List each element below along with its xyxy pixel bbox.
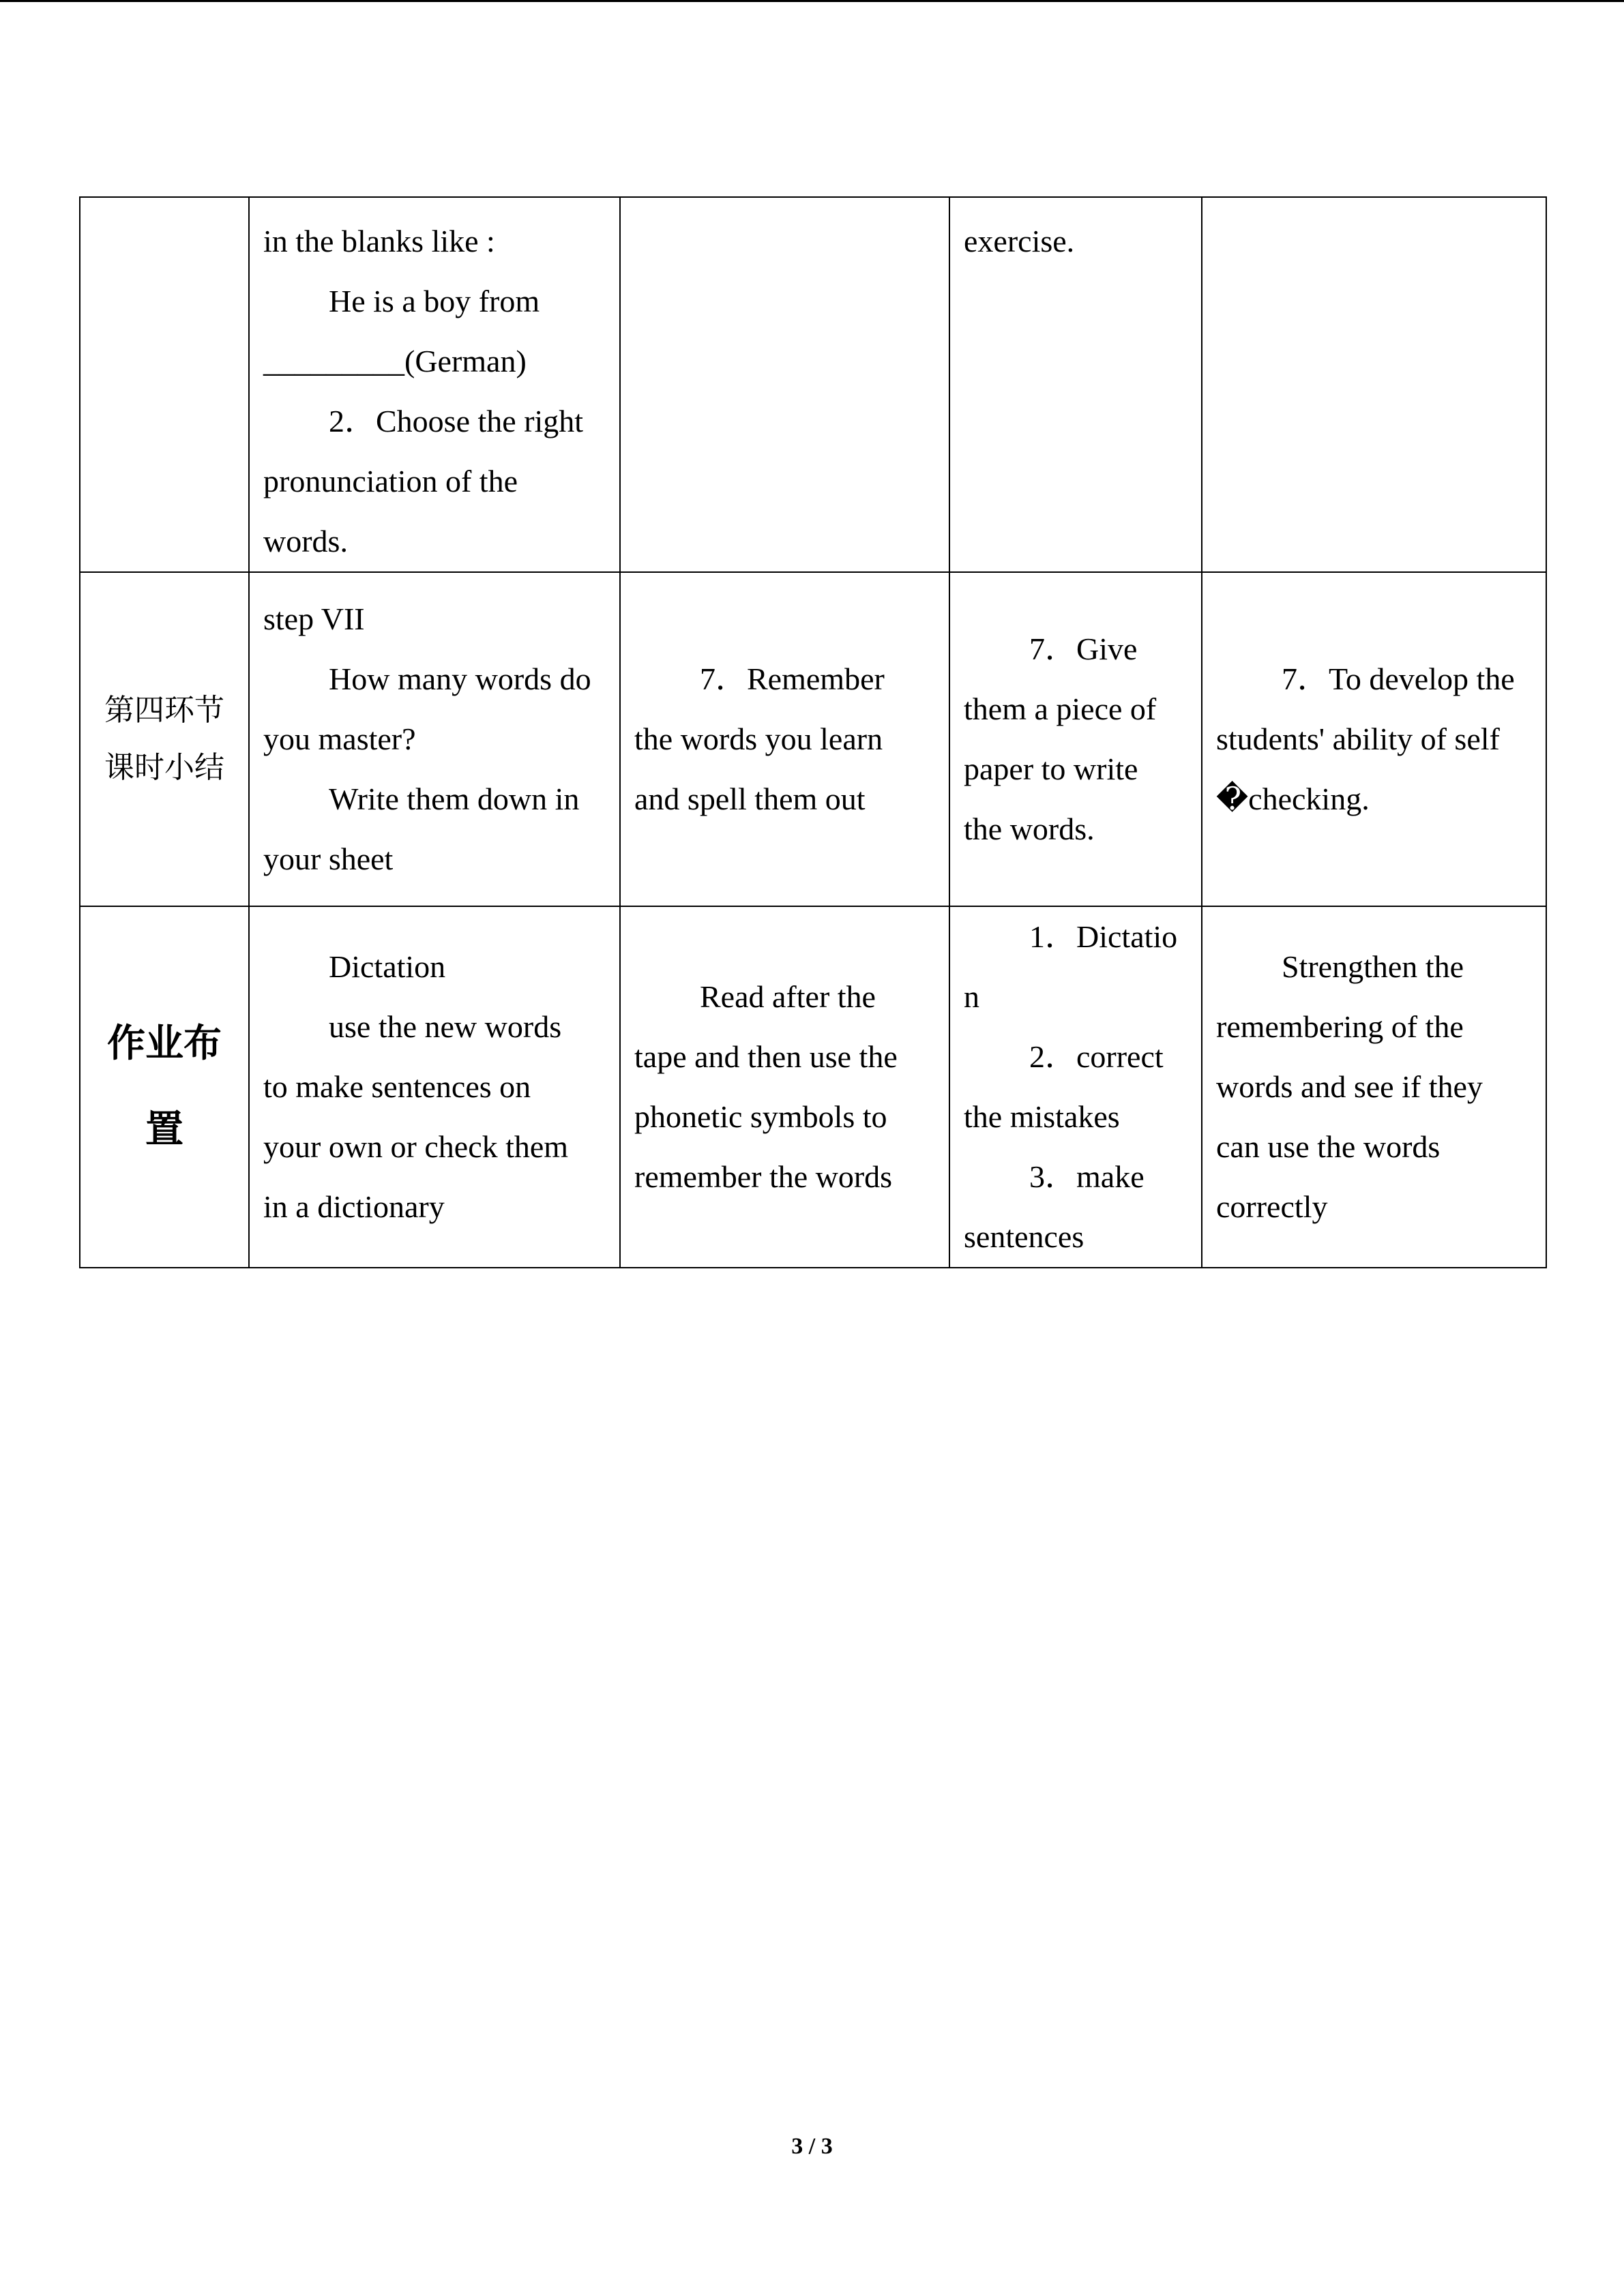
purpose-line: 7．To develop the bbox=[1282, 661, 1515, 696]
teacher-line: them a piece of bbox=[964, 691, 1157, 726]
teacher-line: paper to write bbox=[964, 751, 1138, 786]
student-line: Read after the bbox=[700, 979, 876, 1014]
purpose-line: students' ability of self bbox=[1216, 721, 1500, 756]
teaching-content-cell bbox=[249, 197, 620, 572]
student-line: phonetic symbols to bbox=[634, 1099, 887, 1134]
teaching-content-cell bbox=[249, 572, 620, 906]
page-top-rule bbox=[0, 0, 1624, 2]
student-activity-cell bbox=[620, 197, 949, 572]
teacher-line: 7．Give bbox=[1029, 631, 1138, 666]
teacher-activity-cell bbox=[949, 572, 1202, 906]
student-activity-cell bbox=[620, 906, 949, 1268]
purpose-cell bbox=[1202, 197, 1546, 572]
teacher-line: the mistakes bbox=[964, 1099, 1120, 1134]
purpose-line: Strengthen the bbox=[1282, 949, 1464, 984]
teacher-line: the words. bbox=[964, 811, 1095, 846]
stage-cell bbox=[80, 906, 249, 1268]
stage-label: 课时小结 bbox=[104, 750, 224, 785]
content-line: words. bbox=[263, 524, 348, 558]
content-line: pronunciation of the bbox=[263, 464, 518, 498]
table-row bbox=[80, 572, 1546, 906]
content-line: step VII bbox=[263, 601, 365, 636]
content-line: _________(German) bbox=[263, 344, 527, 378]
content-line: in a dictionary bbox=[263, 1189, 445, 1224]
purpose-line: remembering of the bbox=[1216, 1009, 1464, 1044]
table-row bbox=[80, 906, 1546, 1268]
page-number: 3 / 3 bbox=[791, 2134, 833, 2159]
stage-label: 第四环节 bbox=[104, 693, 224, 728]
teacher-line: 1．Dictatio bbox=[1029, 919, 1178, 954]
purpose-cell bbox=[1202, 906, 1546, 1268]
table-row bbox=[80, 197, 1546, 572]
teacher-line: exercise. bbox=[964, 224, 1075, 258]
stage-label: 作业布 bbox=[107, 1022, 222, 1066]
lesson-plan-table bbox=[79, 196, 1547, 1268]
student-line: the words you learn bbox=[634, 721, 883, 756]
student-line: 7．Remember bbox=[700, 661, 885, 696]
content-line: to make sentences on bbox=[263, 1069, 531, 1104]
teaching-content-cell bbox=[249, 906, 620, 1268]
purpose-line: words and see if they bbox=[1216, 1069, 1483, 1104]
stage-cell bbox=[80, 197, 249, 572]
purpose-line: correctly bbox=[1216, 1189, 1328, 1224]
content-line: 2．Choose the right bbox=[329, 404, 584, 438]
teacher-activity-cell bbox=[949, 906, 1202, 1268]
purpose-line: �checking. bbox=[1216, 781, 1370, 816]
student-line: remember the words bbox=[634, 1159, 893, 1194]
student-line: tape and then use the bbox=[634, 1039, 898, 1074]
content-line: you master? bbox=[263, 721, 416, 756]
content-line: Dictation bbox=[329, 949, 446, 984]
purpose-line: can use the words bbox=[1216, 1129, 1441, 1164]
content-line: in the blanks like : bbox=[263, 224, 495, 258]
purpose-cell bbox=[1202, 572, 1546, 906]
student-line: and spell them out bbox=[634, 781, 866, 816]
stage-cell bbox=[80, 572, 249, 906]
content-line: Write them down in bbox=[329, 781, 580, 816]
teacher-line: sentences bbox=[964, 1219, 1084, 1254]
teacher-line: 2．correct bbox=[1029, 1039, 1164, 1074]
content-line: He is a boy from bbox=[329, 284, 540, 318]
teacher-line: n bbox=[964, 979, 979, 1014]
content-line: use the new words bbox=[329, 1009, 562, 1044]
student-activity-cell bbox=[620, 572, 949, 906]
content-line: your own or check them bbox=[263, 1129, 569, 1164]
stage-label: 置 bbox=[145, 1107, 183, 1152]
content-line: How many words do bbox=[329, 661, 591, 696]
content-line: your sheet bbox=[263, 841, 394, 876]
teacher-activity-cell bbox=[949, 197, 1202, 572]
teacher-line: 3．make bbox=[1029, 1159, 1145, 1194]
